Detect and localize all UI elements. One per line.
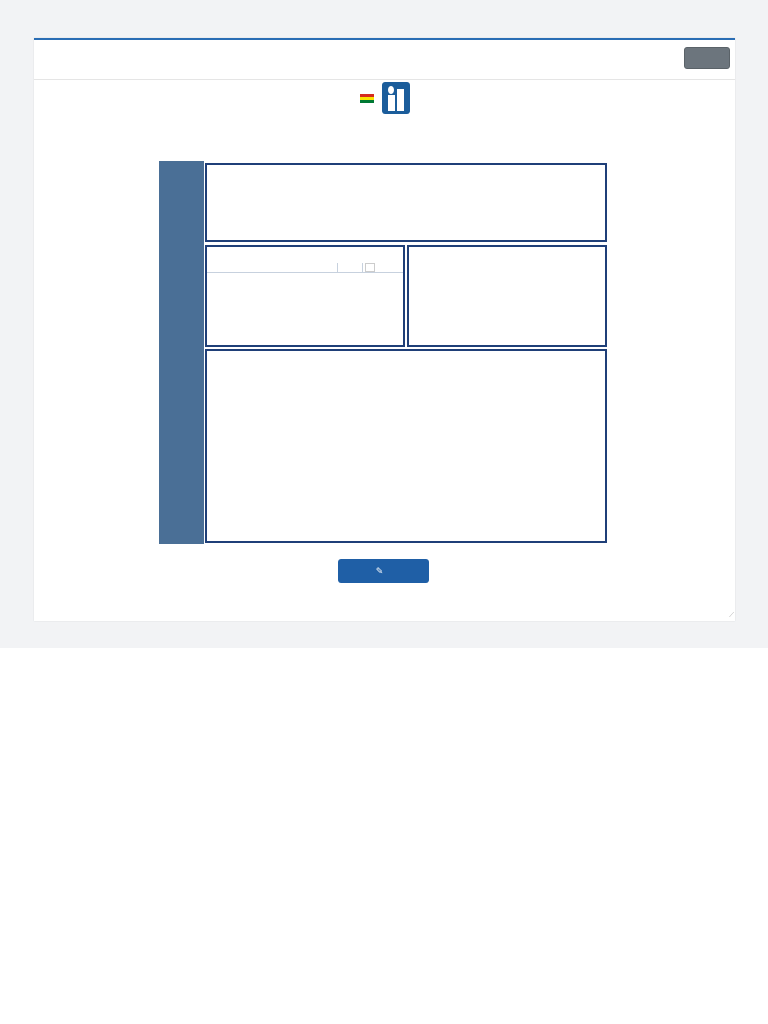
declaration-card [34, 38, 735, 621]
back-button[interactable] [684, 47, 730, 69]
ddjj-original-section [205, 245, 405, 347]
edit-icon: ✎ [375, 566, 384, 576]
resize-handle-icon[interactable]: ⟋ [729, 612, 734, 619]
section-a [205, 163, 607, 242]
section-b-title [409, 247, 605, 249]
accept-button[interactable] [338, 559, 429, 583]
form-side-label [159, 161, 204, 544]
section-b [407, 245, 607, 347]
impuestos-logo-icon [382, 82, 410, 114]
ddjj-title [207, 247, 403, 249]
ddjj-code [337, 263, 363, 272]
bolivia-flag-icon [360, 94, 374, 103]
card-header [34, 40, 735, 80]
form-702 [159, 161, 609, 544]
ddjj-checkbox[interactable] [365, 263, 375, 272]
logo [34, 83, 735, 113]
section-c [205, 349, 607, 543]
section-a-title [207, 165, 605, 167]
ddjj-row [207, 263, 403, 273]
section-c-title [207, 351, 605, 353]
